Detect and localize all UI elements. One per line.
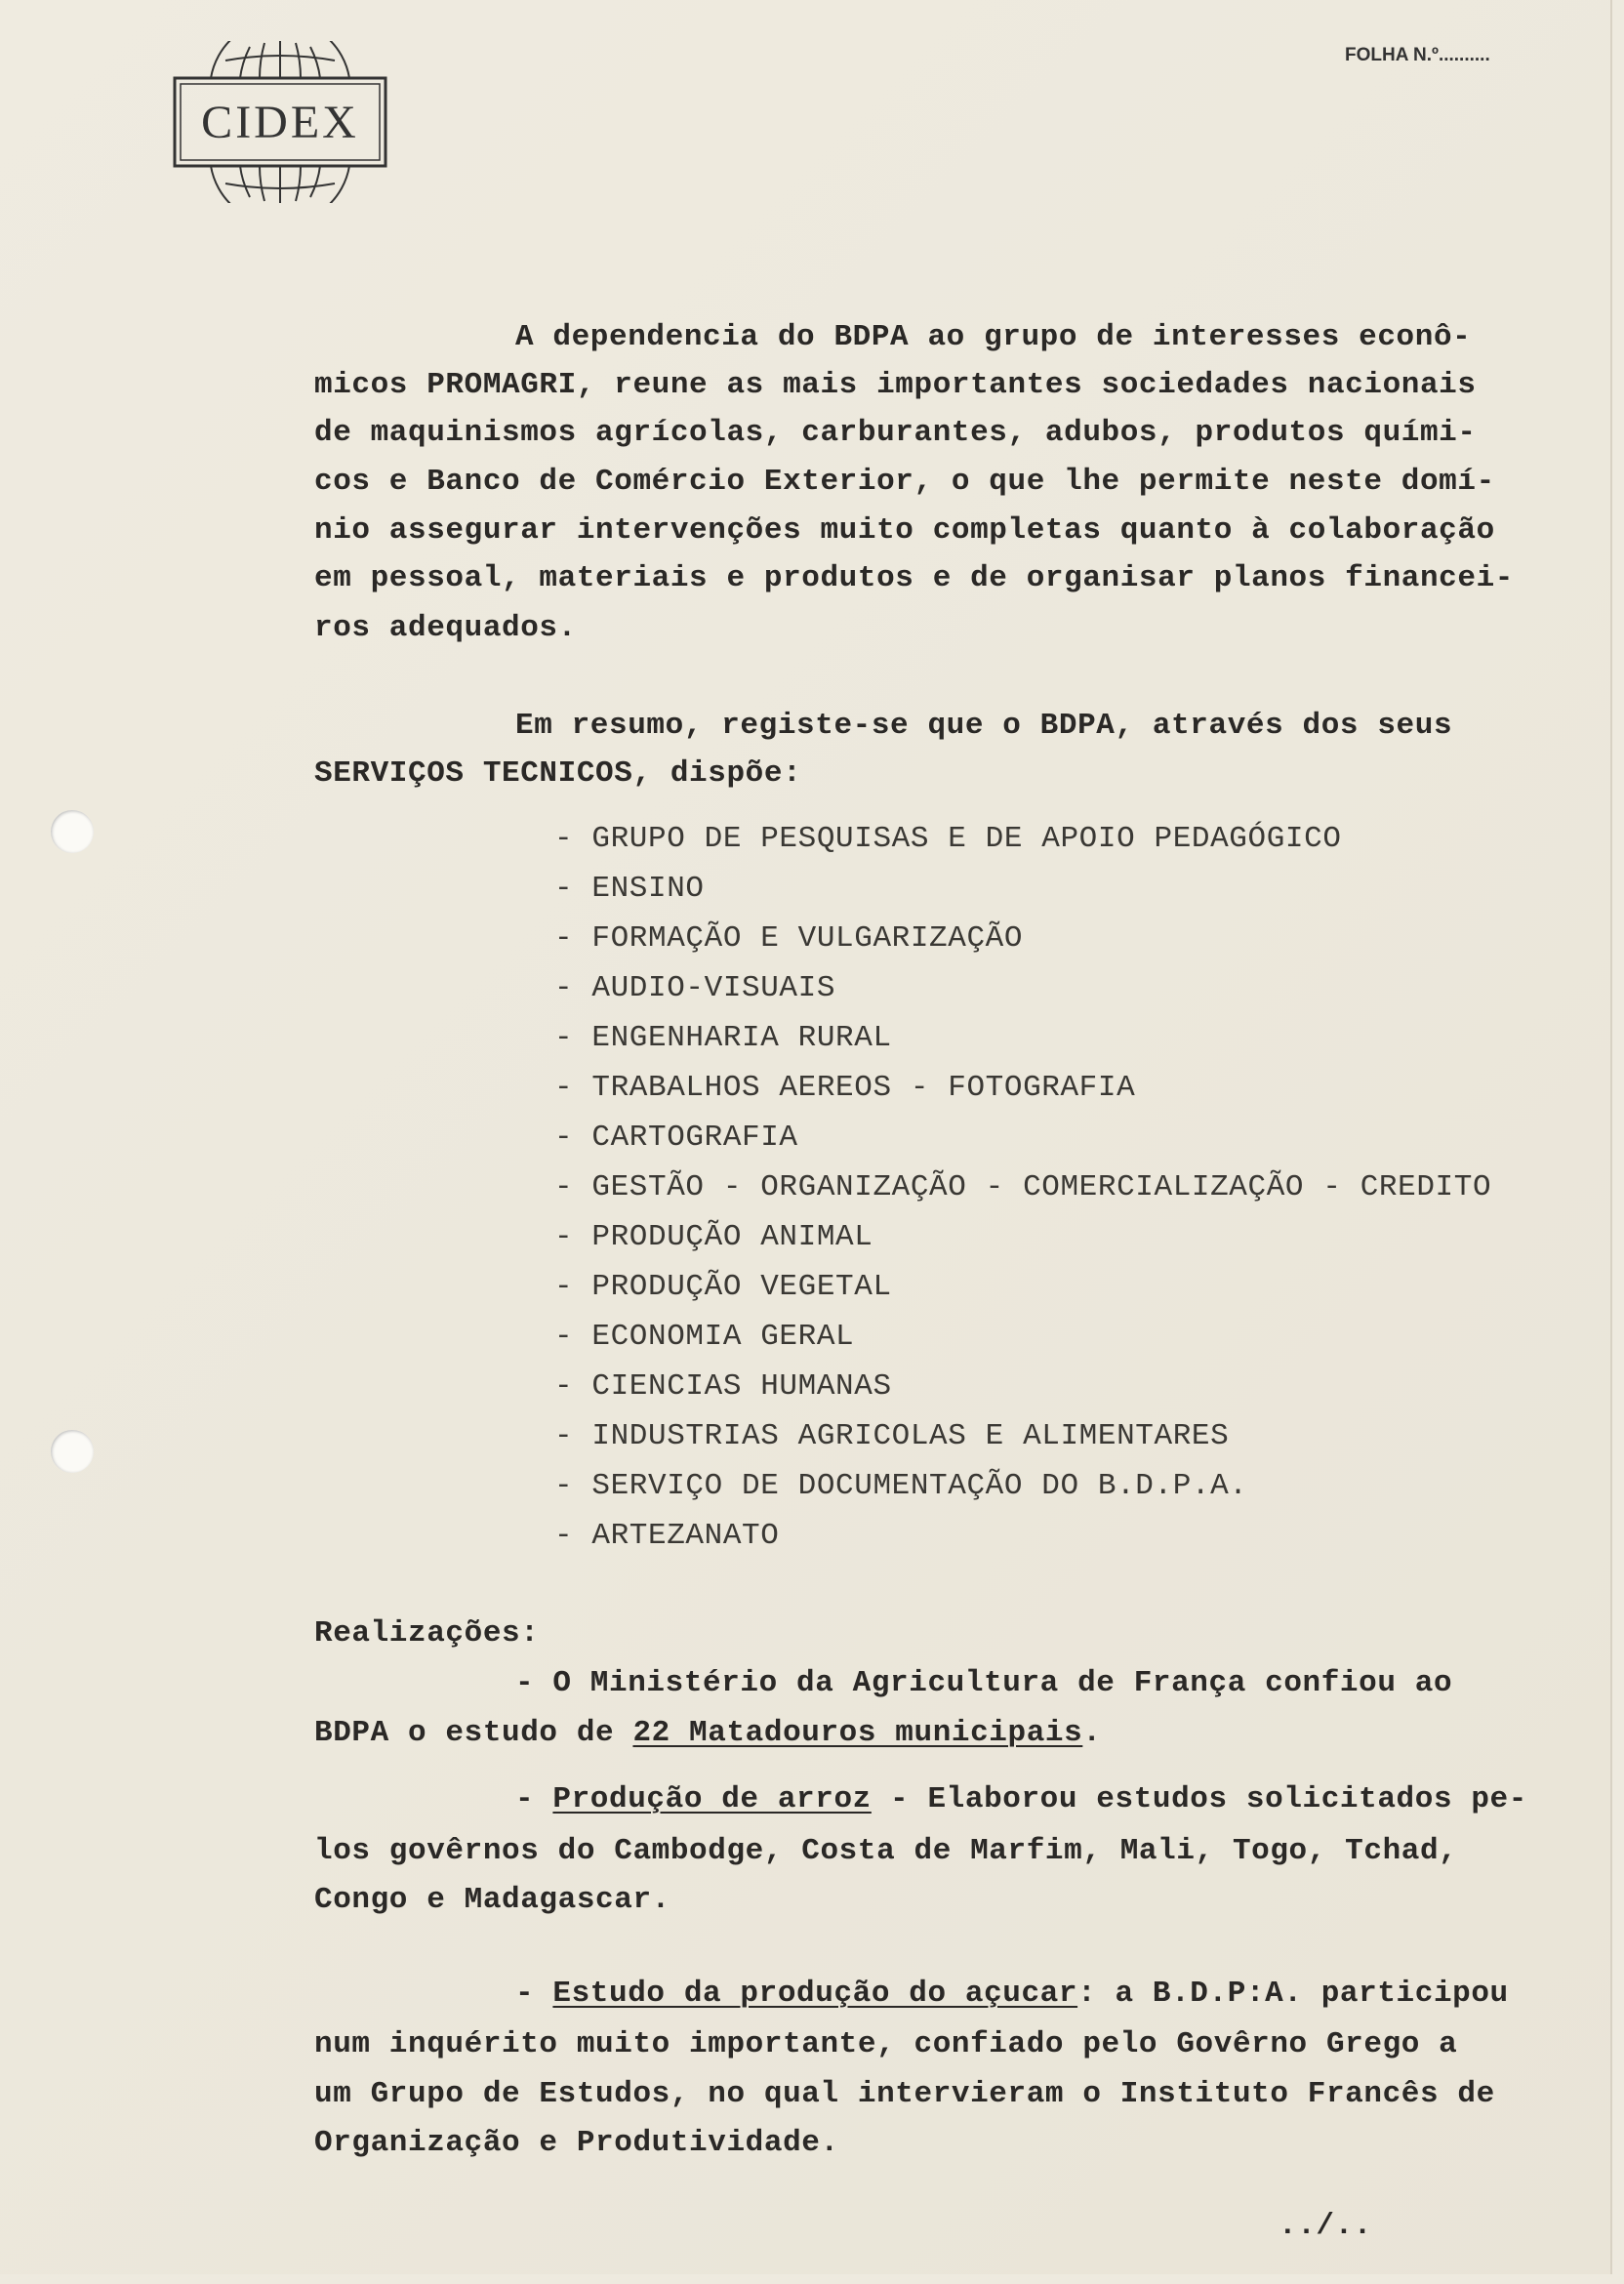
text-line: ros adequados. <box>314 611 577 645</box>
text-line: em pessoal, materiais e produtos e de organisar planos financei- <box>314 561 1514 595</box>
text-line: - Produção de arroz - Elaborou estudos solicitados pe- <box>515 1782 1527 1816</box>
list-item <box>554 1318 854 1357</box>
text-line: micos PROMAGRI, reune as mais importantes sociedades nacionais <box>314 368 1477 402</box>
text-line: SERVIÇOS TECNICOS, dispõe: <box>314 756 802 791</box>
list-bullet: - <box>554 1320 592 1354</box>
service-label: CARTOGRAFIA <box>591 1121 798 1155</box>
list-bullet: - <box>554 822 592 856</box>
list-bullet: - <box>554 1220 592 1254</box>
list-item <box>554 1168 1491 1207</box>
service-label: CIENCIAS HUMANAS <box>591 1369 892 1404</box>
text-line: A dependencia do BDPA ao grupo de interesses econô- <box>515 320 1472 354</box>
text-line: Organização e Produtividade. <box>314 2126 839 2160</box>
list-bullet: - <box>554 1021 592 1055</box>
list-bullet: - <box>554 921 592 956</box>
service-label: FORMAÇÃO E VULGARIZAÇÃO <box>591 921 1024 956</box>
svg-text:CIDEX: CIDEX <box>201 97 359 148</box>
list-item <box>554 1367 892 1407</box>
service-label: ENGENHARIA RURAL <box>591 1021 892 1055</box>
list-item <box>554 1467 1248 1506</box>
text-line: nio assegurar intervenções muito completas quanto à colaboração <box>314 513 1495 548</box>
list-bullet: - <box>554 1270 592 1304</box>
list-item <box>554 1019 892 1058</box>
list-item <box>554 919 1023 958</box>
list-bullet: - <box>554 1469 592 1503</box>
list-bullet: - <box>554 1121 592 1155</box>
continuation-mark: ../.. <box>1279 2209 1373 2243</box>
text-line: Congo e Madagascar. <box>314 1883 670 1917</box>
text-line: cos e Banco de Comércio Exterior, o que lhe permite neste domí- <box>314 465 1495 499</box>
service-label: AUDIO-VISUAIS <box>591 971 836 1005</box>
list-item <box>554 1119 798 1158</box>
service-label: ENSINO <box>591 872 705 906</box>
punch-hole <box>51 810 94 853</box>
cidex-logo <box>172 41 388 203</box>
list-item <box>554 1268 892 1307</box>
text-line: - O Ministério da Agricultura de França confiou ao <box>515 1666 1453 1700</box>
punch-hole <box>51 1430 94 1473</box>
list-bullet: - <box>554 1419 592 1453</box>
list-bullet: - <box>554 971 592 1005</box>
list-item <box>554 870 705 909</box>
text-line: los govêrnos do Cambodge, Costa de Marfim, Mali, Togo, Tchad, <box>314 1834 1458 1868</box>
service-label: TRABALHOS AEREOS - FOTOGRAFIA <box>591 1071 1136 1105</box>
service-label: PRODUÇÃO ANIMAL <box>591 1220 873 1254</box>
list-item <box>554 969 835 1008</box>
service-label: GRUPO DE PESQUISAS E DE APOIO PEDAGÓGICO <box>591 822 1342 856</box>
list-item <box>554 1417 1229 1456</box>
text-line: - Estudo da produção do açucar: a B.D.P:A. participou <box>515 1977 1509 2011</box>
list-bullet: - <box>554 1369 592 1404</box>
list-bullet: - <box>554 1170 592 1204</box>
sheet-number-label: FOLHA N.º.......... <box>1345 45 1490 65</box>
text-line: num inquérito muito importante, confiado pelo Govêrno Grego a <box>314 2027 1458 2061</box>
text-line: um Grupo de Estudos, no qual intervieram o Instituto Francês de <box>314 2077 1495 2111</box>
service-label: INDUSTRIAS AGRICOLAS E ALIMENTARES <box>591 1419 1230 1453</box>
list-bullet: - <box>554 1519 592 1553</box>
list-item <box>554 1069 1135 1108</box>
text-line: de maquinismos agrícolas, carburantes, adubos, produtos quími- <box>314 416 1477 450</box>
list-item <box>554 1517 779 1556</box>
text-line: Em resumo, registe-se que o BDPA, através dos seus <box>515 709 1453 743</box>
text-line: BDPA o estudo de 22 Matadouros municipais. <box>314 1716 1102 1750</box>
list-bullet: - <box>554 872 592 906</box>
service-label: ARTEZANATO <box>591 1519 780 1553</box>
service-label: GESTÃO - ORGANIZAÇÃO - COMERCIALIZAÇÃO - CREDITO <box>591 1170 1492 1204</box>
section-heading: Realizações: <box>314 1616 540 1651</box>
list-item <box>554 820 1342 859</box>
service-label: SERVIÇO DE DOCUMENTAÇÃO DO B.D.P.A. <box>591 1469 1248 1503</box>
service-label: ECONOMIA GERAL <box>591 1320 855 1354</box>
service-label: PRODUÇÃO VEGETAL <box>591 1270 892 1304</box>
list-bullet: - <box>554 1071 592 1105</box>
list-item <box>554 1218 873 1257</box>
